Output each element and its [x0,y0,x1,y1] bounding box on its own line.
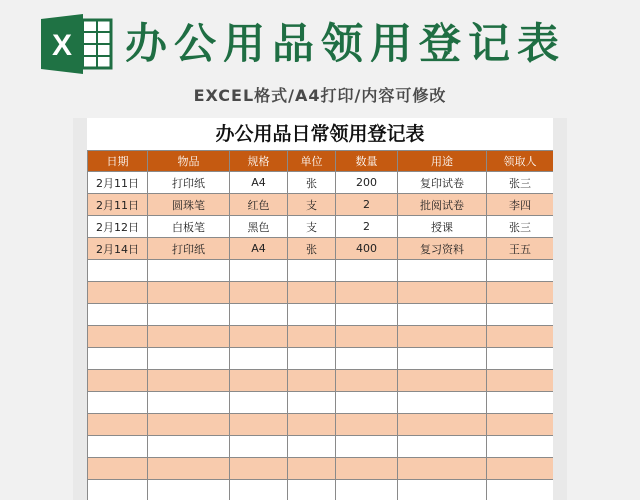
table-row [88,172,554,194]
cell-unit[interactable]: 支 [288,216,336,238]
column-header-date[interactable]: 日期 [88,151,148,172]
cell-item[interactable] [148,436,230,458]
table-row [88,216,554,238]
cell-recipient[interactable] [487,370,554,392]
table-row-empty [88,282,554,304]
table-row-empty [88,414,554,436]
cell-recipient[interactable] [487,260,554,282]
cell-item[interactable]: 打印纸 [148,238,230,260]
cell-purpose[interactable] [398,392,487,414]
cell-purpose[interactable] [398,480,487,500]
cell-recipient[interactable] [487,458,554,480]
cell-unit[interactable]: 张 [288,172,336,194]
left-margin-strip [73,118,87,500]
cell-recipient[interactable]: 张三 [487,216,554,238]
table-row-empty [88,370,554,392]
spreadsheet-sheet [87,118,553,500]
right-margin-strip [553,118,567,500]
cell-purpose[interactable] [398,436,487,458]
cell-date[interactable] [88,370,148,392]
cell-date[interactable]: 2月11日 [88,194,148,216]
cell-purpose[interactable] [398,304,487,326]
cell-recipient[interactable]: 王五 [487,238,554,260]
cell-purpose[interactable]: 批阅试卷 [398,194,487,216]
cell-date[interactable] [88,326,148,348]
cell-unit[interactable]: 张 [288,238,336,260]
cell-recipient[interactable] [487,480,554,500]
excel-logo-letter: X [51,29,73,62]
cell-recipient[interactable] [487,392,554,414]
cell-unit[interactable] [288,326,336,348]
cell-spec[interactable] [230,348,288,370]
cell-date[interactable] [88,392,148,414]
cell-recipient[interactable] [487,348,554,370]
table-header-row [88,151,554,172]
cell-purpose[interactable] [398,370,487,392]
sheet-title: 办公用品日常领用登记表 [215,123,425,145]
cell-item[interactable] [148,414,230,436]
cell-date[interactable] [88,304,148,326]
cell-purpose[interactable]: 复印试卷 [398,172,487,194]
table-row-empty [88,304,554,326]
cell-spec[interactable] [230,304,288,326]
table-row-empty [88,392,554,414]
cell-unit[interactable] [288,436,336,458]
cell-recipient[interactable]: 李四 [487,194,554,216]
cell-spec[interactable]: A4 [230,238,288,260]
cell-item[interactable] [148,260,230,282]
cell-item[interactable] [148,282,230,304]
cell-date[interactable] [88,348,148,370]
table-row [88,238,554,260]
cell-purpose[interactable] [398,282,487,304]
column-header-unit[interactable]: 单位 [288,151,336,172]
cell-quantity[interactable]: 200 [336,172,398,194]
cell-spec[interactable] [230,392,288,414]
cell-quantity[interactable] [336,304,398,326]
cell-spec[interactable] [230,480,288,500]
cell-recipient[interactable] [487,414,554,436]
cell-spec[interactable] [230,414,288,436]
cell-spec[interactable] [230,458,288,480]
cell-quantity[interactable] [336,348,398,370]
cell-purpose[interactable]: 复习资料 [398,238,487,260]
cell-purpose[interactable]: 授课 [398,216,487,238]
cell-spec[interactable] [230,260,288,282]
column-header-purpose[interactable]: 用途 [398,151,487,172]
cell-unit[interactable] [288,370,336,392]
cell-item[interactable] [148,480,230,500]
cell-date[interactable] [88,480,148,500]
cell-date[interactable]: 2月14日 [88,238,148,260]
cell-quantity[interactable] [336,414,398,436]
page-subtitle: EXCEL格式/A4打印/内容可修改 [193,86,447,105]
cell-unit[interactable] [288,392,336,414]
cell-spec[interactable] [230,282,288,304]
cell-quantity[interactable] [336,260,398,282]
table-row-empty [88,260,554,282]
cell-quantity[interactable] [336,326,398,348]
cell-purpose[interactable] [398,260,487,282]
register-table [87,150,553,500]
cell-spec[interactable]: A4 [230,172,288,194]
cell-item[interactable] [148,370,230,392]
cell-item[interactable]: 圆珠笔 [148,194,230,216]
cell-quantity[interactable] [336,370,398,392]
cell-purpose[interactable] [398,414,487,436]
table-row-empty [88,436,554,458]
cell-purpose[interactable] [398,326,487,348]
cell-spec[interactable] [230,436,288,458]
cell-spec[interactable] [230,326,288,348]
table-row-empty [88,326,554,348]
cell-quantity[interactable]: 400 [336,238,398,260]
page-title: 办公用品领用登记表 [125,19,567,68]
cell-item[interactable] [148,392,230,414]
column-header-recipient[interactable]: 领取人 [487,151,554,172]
cell-date[interactable]: 2月12日 [88,216,148,238]
column-header-item[interactable]: 物品 [148,151,230,172]
cell-unit[interactable] [288,480,336,500]
cell-unit[interactable] [288,260,336,282]
cell-unit[interactable] [288,348,336,370]
cell-quantity[interactable]: 2 [336,194,398,216]
cell-spec[interactable] [230,370,288,392]
cell-unit[interactable]: 支 [288,194,336,216]
cell-recipient[interactable] [487,282,554,304]
table-row-empty [88,480,554,500]
cell-date[interactable] [88,436,148,458]
column-header-spec[interactable]: 规格 [230,151,288,172]
cell-quantity[interactable] [336,480,398,500]
cell-spec[interactable]: 黑色 [230,216,288,238]
cell-recipient[interactable] [487,304,554,326]
cell-item[interactable] [148,458,230,480]
cell-item[interactable]: 打印纸 [148,172,230,194]
cell-date[interactable]: 2月11日 [88,172,148,194]
table-row-empty [88,348,554,370]
column-header-quantity[interactable]: 数量 [336,151,398,172]
cell-recipient[interactable] [487,436,554,458]
cell-quantity[interactable] [336,436,398,458]
cell-item[interactable] [148,326,230,348]
table-row-empty [88,458,554,480]
cell-item[interactable]: 白板笔 [148,216,230,238]
page-header [0,0,640,118]
table-body [88,172,554,500]
cell-item[interactable] [148,348,230,370]
cell-item[interactable] [148,304,230,326]
cell-unit[interactable] [288,458,336,480]
cell-unit[interactable] [288,414,336,436]
cell-spec[interactable]: 红色 [230,194,288,216]
cell-recipient[interactable]: 张三 [487,172,554,194]
cell-purpose[interactable] [398,458,487,480]
cell-quantity[interactable] [336,392,398,414]
cell-recipient[interactable] [487,326,554,348]
cell-unit[interactable] [288,282,336,304]
excel-logo-icon [39,14,115,74]
cell-quantity[interactable]: 2 [336,216,398,238]
table-row [88,194,554,216]
cell-purpose[interactable] [398,348,487,370]
cell-quantity[interactable] [336,282,398,304]
cell-unit[interactable] [288,304,336,326]
cell-date[interactable] [88,282,148,304]
cell-date[interactable] [88,260,148,282]
cell-quantity[interactable] [336,458,398,480]
cell-date[interactable] [88,414,148,436]
cell-date[interactable] [88,458,148,480]
